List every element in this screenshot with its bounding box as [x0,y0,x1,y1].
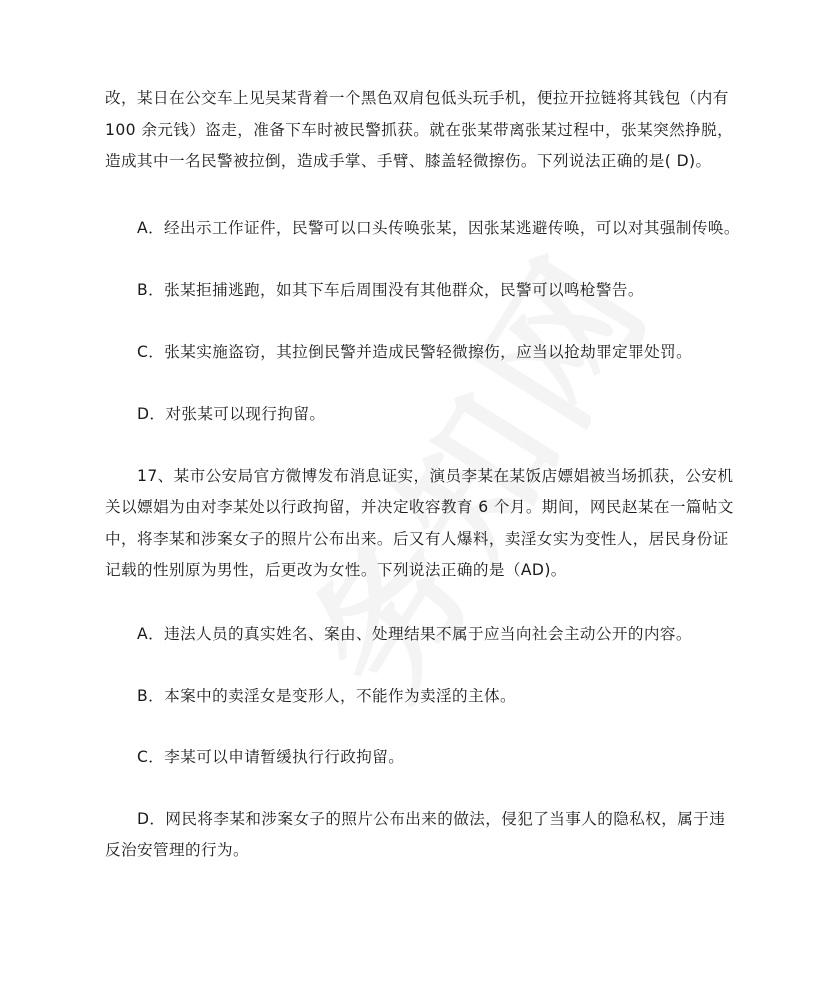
q17-stem-line-1: 17、某市公安局官方微博发布消息证实，演员李某在某饭店嫖娼被当场抓获，公安机 [137,467,734,485]
q17-option-a: A．违法人员的真实姓名、案由、处理结果不属于应当向社会主动公开的内容。 [137,625,692,643]
q16-option-d: D．对张某可以现行拘留。 [137,405,326,423]
q17-stem-line-2: 关以嫖娼为由对李某处以行政拘留，并决定收容教育 6 个月。期间，网民赵某在一篇帖文 [105,498,734,516]
q16-stem-line-1: 改，某日在公交车上见吴某背着一个黑色双肩包低头玩手机，便拉开拉链将其钱包（内有 [105,89,729,107]
q16-stem-line-3: 造成其中一名民警被拉倒，造成手掌、手臂、膝盖轻微擦伤。下列说法正确的是( D)。 [105,152,712,170]
q16-stem-line-2: 100 余元钱）盗走，准备下车时被民警抓获。就在张某带离张某过程中，张某突然挣脱， [105,121,734,139]
q16-option-c: C．张某实施盗窃，其拉倒民警并造成民警轻微擦伤，应当以抢劫罪定罪处罚。 [137,343,693,361]
q17-stem-line-3: 中，将李某和涉案女子的照片公布出来。后又有人爆料，卖淫女实为变性人，居民身份证 [105,530,729,548]
q17-stem-line-4: 记载的性别原为男性，后更改为女性。下列说法正确的是（AD)。 [105,561,567,579]
q17-option-b: B．本案中的卖淫女是变形人，不能作为卖淫的主体。 [137,687,516,705]
q16-option-a: A．经出示工作证件，民警可以口头传唤张某，因张某逃避传唤，可以对其强制传唤。 [137,219,740,237]
q16-option-b: B．张某拒捕逃跑，如其下车后周围没有其他群众，民警可以鸣枪警告。 [137,281,644,299]
q17-option-d-line-1: D．网民将李某和涉案女子的照片公布出来的做法，侵犯了当事人的隐私权，属于违 [137,810,726,828]
q17-option-c: C．李某可以申请暂缓执行行政拘留。 [137,748,405,766]
q17-option-d-line-2: 反治安管理的行为。 [105,841,249,859]
